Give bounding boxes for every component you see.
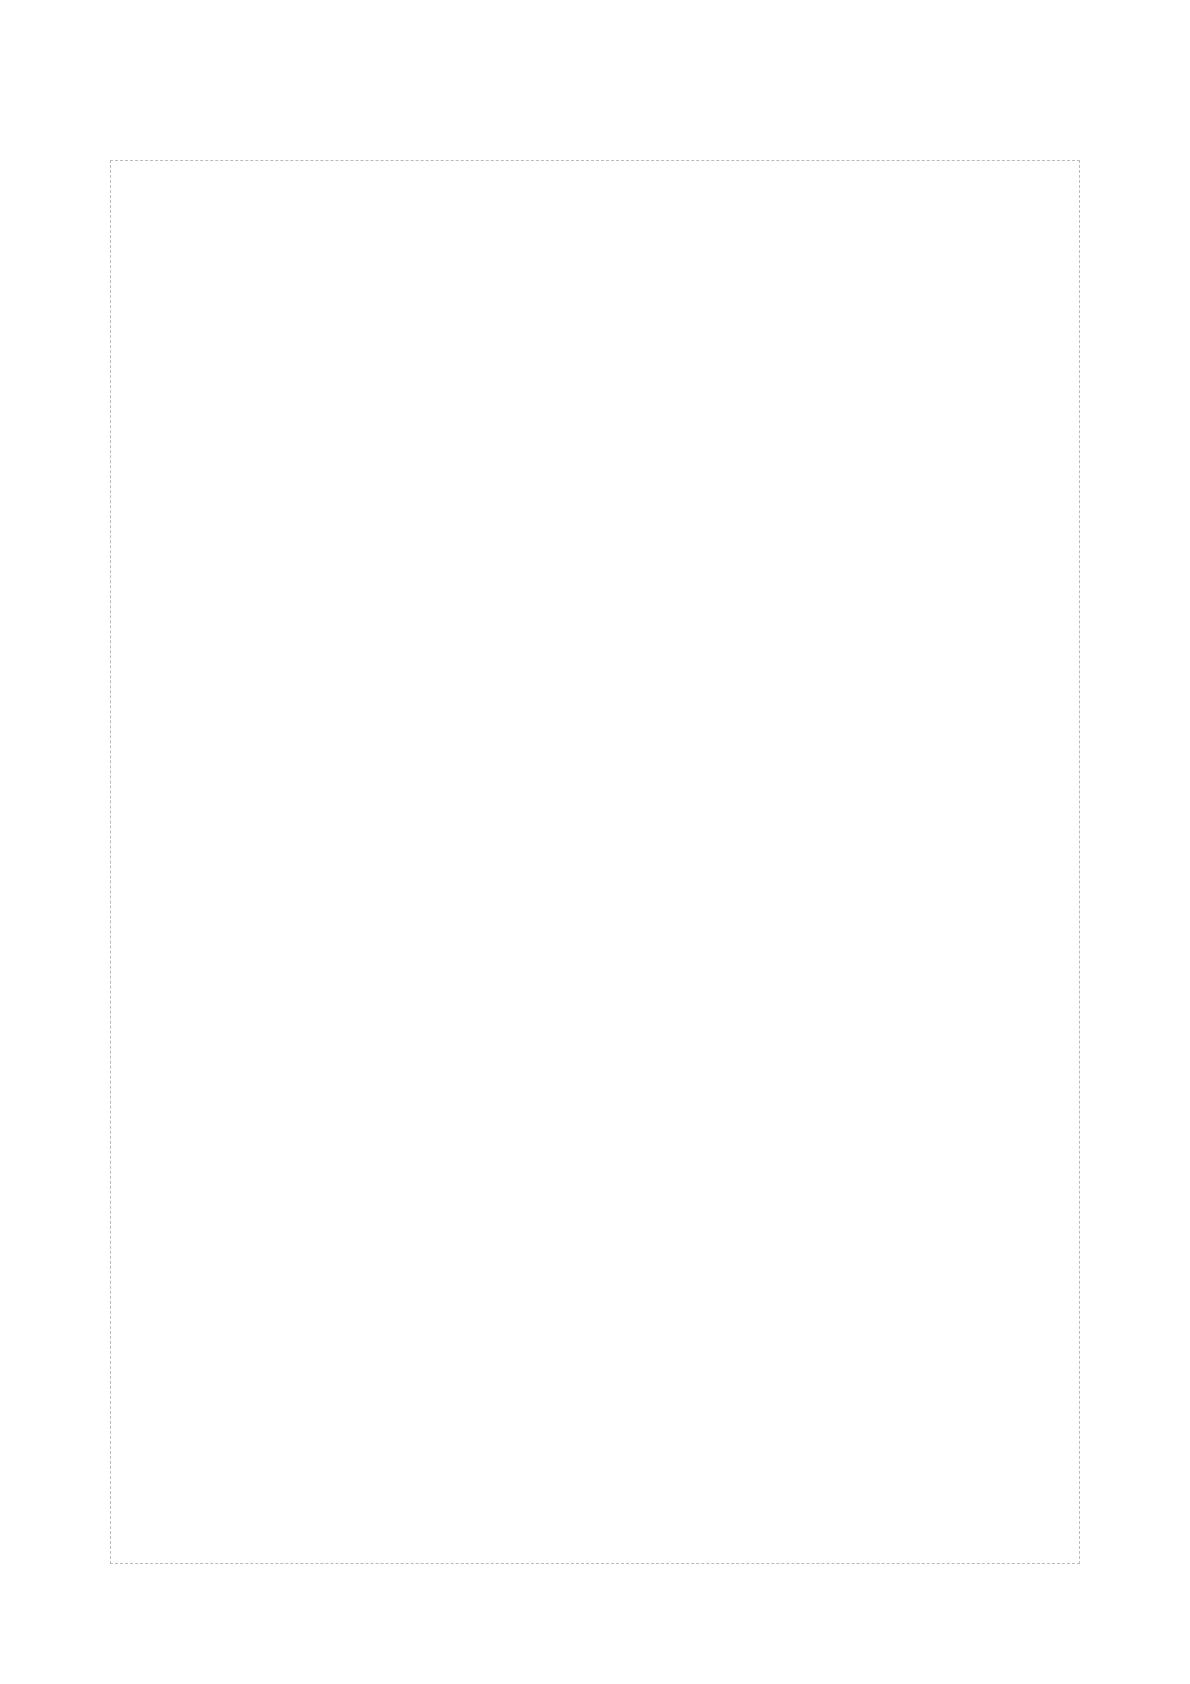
document-body [110, 160, 1080, 1564]
